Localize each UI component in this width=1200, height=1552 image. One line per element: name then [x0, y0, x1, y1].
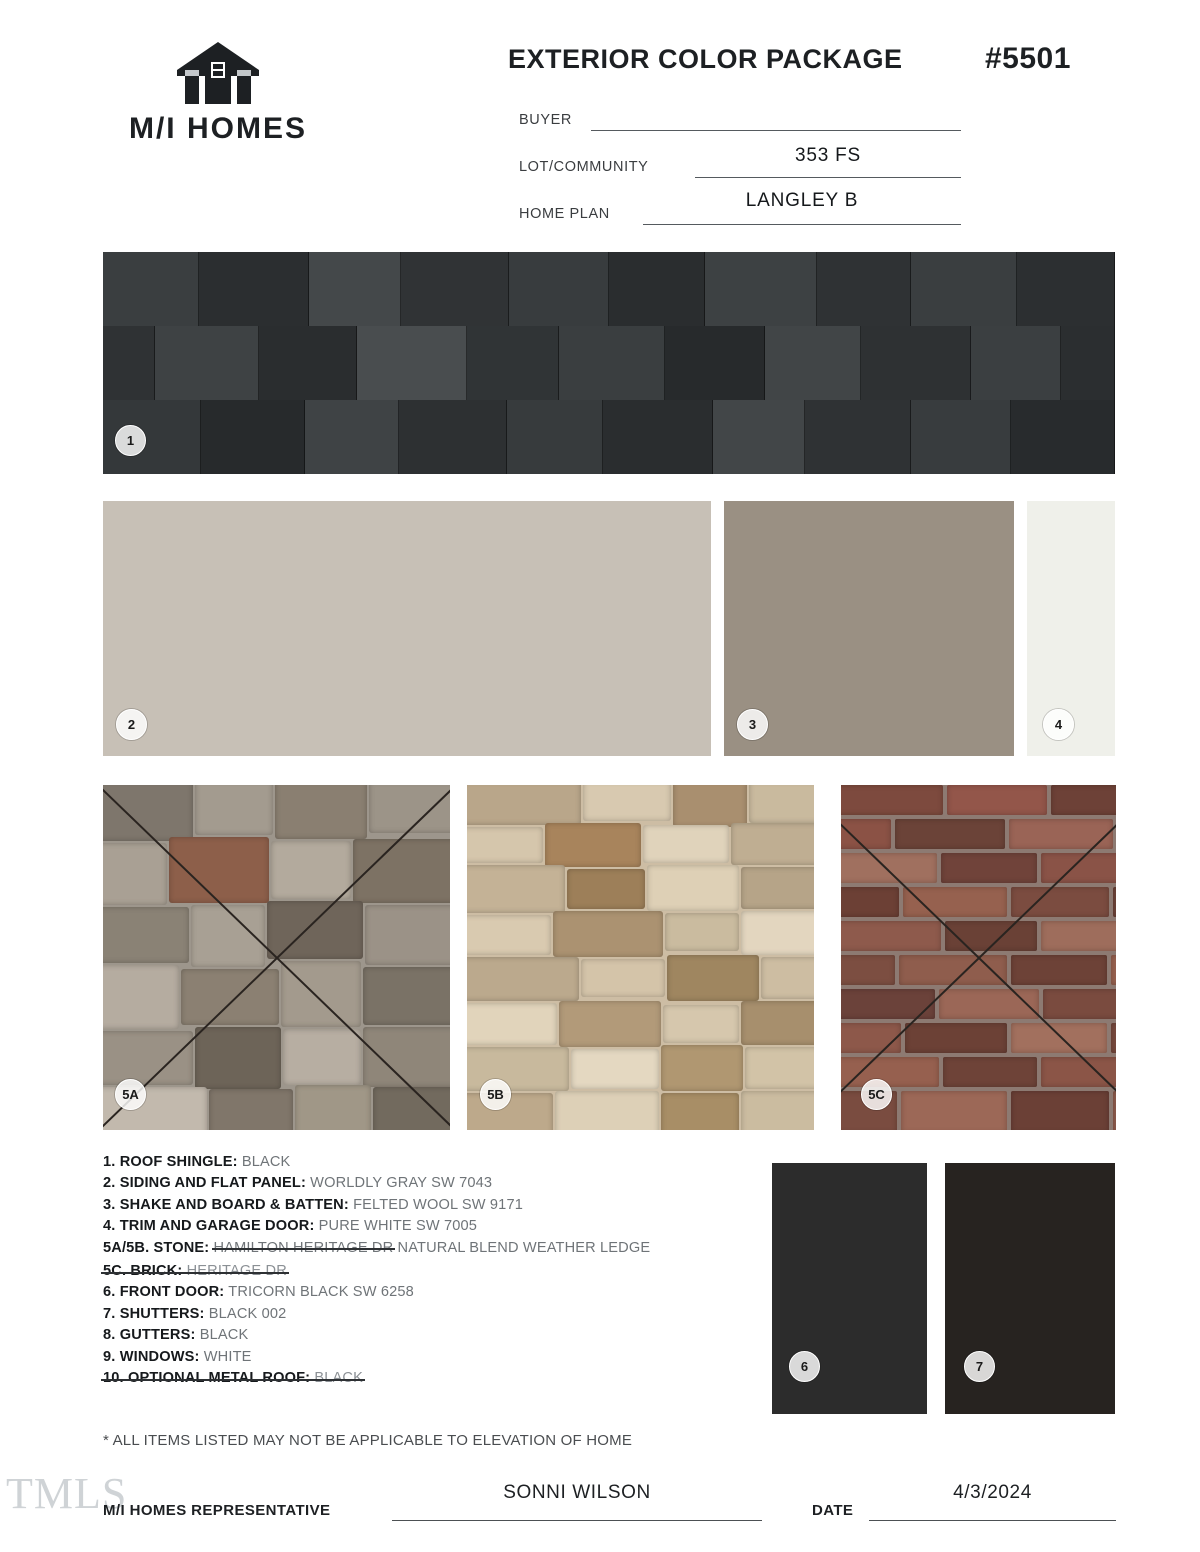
trim-garage-door-swatch	[1027, 501, 1115, 756]
house-logo-icon	[175, 40, 261, 106]
legend-item-1-label: ROOF SHINGLE:	[119, 1154, 238, 1170]
legend-item-9-label: WINDOWS:	[119, 1348, 200, 1365]
legend-item-3	[103, 1195, 763, 1216]
legend-item-4-num: 4.	[103, 1218, 116, 1235]
legend-item-5c	[103, 1261, 763, 1282]
legend-item-5c-value: HERITAGE DR	[186, 1263, 287, 1280]
legend-item-4-label: TRIM AND GARAGE DOOR:	[119, 1218, 315, 1235]
legend-item-5c-label: BRICK:	[130, 1263, 183, 1280]
field-lot-community-value[interactable]: 353 FS	[794, 145, 862, 166]
page-title: EXTERIOR COLOR PACKAGE	[508, 44, 903, 74]
legend-item-1-num: 1.	[103, 1154, 116, 1170]
legend-item-2	[103, 1173, 763, 1194]
swatch-badge-6: 6	[789, 1351, 820, 1382]
shake-board-batten-swatch	[724, 501, 1014, 756]
legend-note: * ALL ITEMS LISTED MAY NOT BE APPLICABLE TO ELEVATION OF HOME	[103, 1432, 633, 1449]
legend-item-7-num: 7.	[103, 1305, 116, 1322]
watermark: TMLS	[6, 1469, 128, 1518]
shutters-swatch	[945, 1163, 1115, 1414]
legend-item-10-label: OPTIONAL METAL ROOF:	[127, 1370, 311, 1387]
legend-item-5-label: STONE:	[153, 1239, 210, 1256]
legend-item-3-value: FELTED WOOL SW 9171	[353, 1196, 523, 1213]
brand-name: M/I HOMES	[128, 112, 307, 145]
legend-item-7-value: BLACK 002	[208, 1305, 287, 1322]
swatch-badge-5c: 5C	[861, 1079, 892, 1110]
legend-item-2-label: SIDING AND FLAT PANEL:	[119, 1175, 306, 1192]
legend-item-5-value: NATURAL BLEND WEATHER LEDGE	[397, 1239, 651, 1256]
legend-item-5-num: 5A/5B.	[103, 1239, 150, 1256]
stone-swatch-b	[467, 785, 814, 1130]
legend-item-10	[103, 1368, 763, 1389]
legend-item-5	[103, 1238, 763, 1259]
date-value[interactable]: 4/3/2024	[953, 1482, 1032, 1503]
stone-swatch-a	[103, 785, 450, 1130]
legend-item-7-label: SHUTTERS:	[119, 1305, 205, 1322]
brand-logo	[88, 40, 348, 146]
legend-item-10-value: BLACK	[314, 1370, 363, 1387]
legend-item-2-value: WORLDLY GRAY SW 7043	[310, 1175, 493, 1192]
legend-item-3-num: 3.	[103, 1196, 116, 1213]
legend-item-6	[103, 1282, 763, 1303]
legend-item-6-num: 6.	[103, 1284, 116, 1301]
legend-item-3-label: SHAKE AND BOARD & BATTEN:	[119, 1196, 349, 1213]
legend-item-6-value: TRICORN BLACK SW 6258	[228, 1284, 414, 1301]
representative-value[interactable]: SONNI WILSON	[503, 1482, 651, 1503]
legend-item-5c-num: 5C.	[103, 1263, 127, 1280]
legend-item-4-value: PURE WHITE SW 7005	[318, 1218, 478, 1235]
legend-item-4	[103, 1216, 763, 1237]
swatch-badge-4: 4	[1043, 709, 1074, 740]
swatch-badge-5a: 5A	[115, 1079, 146, 1110]
document-footer	[0, 1470, 1200, 1530]
field-buyer-line	[591, 108, 961, 131]
document-header	[0, 0, 1200, 240]
field-buyer-label: BUYER	[519, 112, 572, 128]
legend-item-2-num: 2.	[103, 1175, 116, 1192]
date-label: DATE	[812, 1502, 854, 1519]
legend-item-8	[103, 1325, 763, 1346]
legend-item-8-value: BLACK	[199, 1327, 249, 1344]
swatch-badge-5b: 5B	[480, 1079, 511, 1110]
package-number: #5501	[985, 42, 1071, 75]
roof-shingle-swatch	[103, 252, 1115, 474]
legend-item-7	[103, 1304, 763, 1325]
field-home-plan-value[interactable]: LANGLEY B	[745, 190, 859, 211]
legend-list	[103, 1152, 763, 1389]
field-home-plan	[519, 190, 969, 230]
legend-item-5-value-struck: HAMILTON HERITAGE DR	[214, 1238, 394, 1259]
legend-item-1-value: BLACK	[241, 1154, 291, 1170]
legend-item-9-value: WHITE	[203, 1348, 252, 1365]
legend-item-6-label: FRONT DOOR:	[119, 1284, 225, 1301]
legend-item-1	[103, 1152, 763, 1173]
swatch-badge-3: 3	[737, 709, 768, 740]
field-home-plan-label: HOME PLAN	[519, 206, 610, 222]
brick-swatch-c	[841, 785, 1116, 1130]
swatch-badge-7: 7	[964, 1351, 995, 1382]
front-door-swatch	[772, 1163, 927, 1414]
representative-label: M/I HOMES REPRESENTATIVE	[103, 1502, 331, 1519]
field-lot-community-label: LOT/COMMUNITY	[519, 159, 649, 175]
legend-item-8-label: GUTTERS:	[119, 1327, 196, 1344]
field-buyer	[519, 108, 969, 136]
legend-item-9	[103, 1347, 763, 1368]
legend-item-10-num: 10.	[103, 1370, 124, 1387]
legend-item-9-num: 9.	[103, 1348, 116, 1365]
siding-color-swatch	[103, 501, 711, 756]
swatch-badge-2: 2	[116, 709, 147, 740]
swatch-badge-1: 1	[115, 425, 146, 456]
legend-item-8-num: 8.	[103, 1327, 116, 1344]
field-lot-community	[519, 145, 969, 183]
